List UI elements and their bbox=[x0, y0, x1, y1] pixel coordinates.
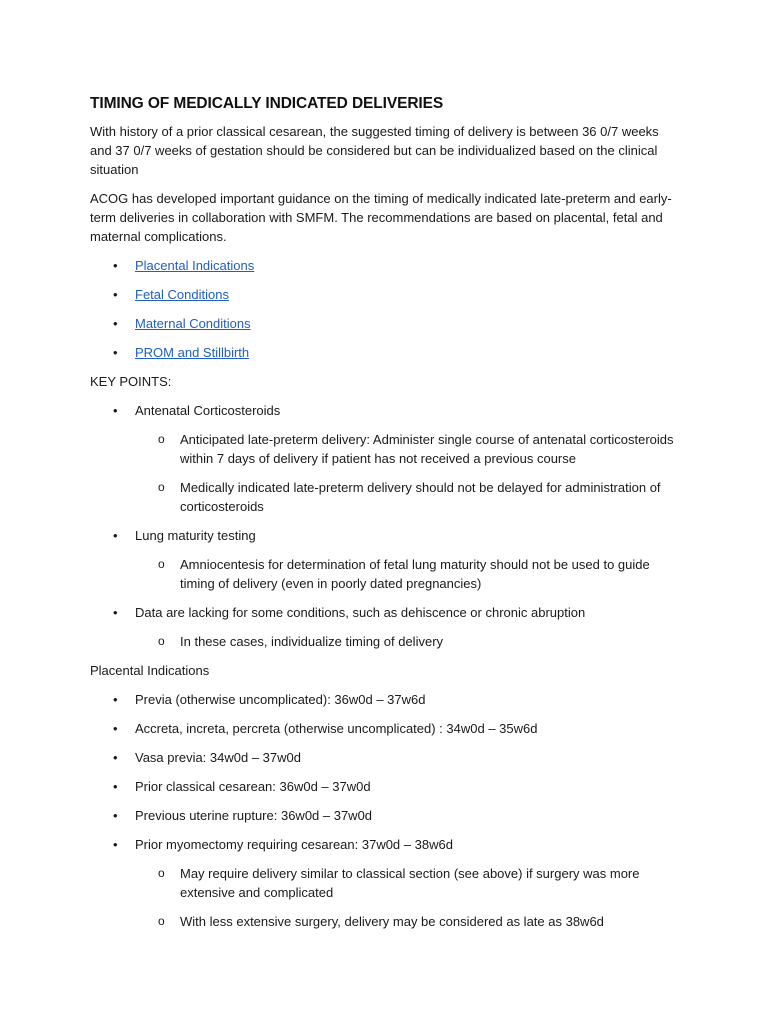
placental-item-text: Prior classical cesarean: 36w0d – 37w0d bbox=[135, 779, 371, 794]
bullet-icon: • bbox=[113, 808, 118, 823]
placental-indications-heading: Placental Indications bbox=[90, 663, 210, 678]
sub-point-text: May require delivery similar to classical section (see above) if surgery was more extensive and complicated bbox=[180, 866, 640, 900]
list-item bbox=[90, 526, 678, 593]
placental-item-text: Prior myomectomy requiring cesarean: 37w0d – 38w6d bbox=[135, 837, 453, 852]
intro-paragraph-2: ACOG has developed important guidance on the timing of medically indicated late-preterm and early-term deliveries in collaboration with SMFM. The recommendations are based on placental, fetal and maternal complications. bbox=[90, 191, 672, 244]
bullet-icon: • bbox=[113, 692, 118, 707]
list-item bbox=[90, 690, 678, 709]
sub-list-item bbox=[135, 632, 680, 651]
link-prom-stillbirth[interactable]: PROM and Stillbirth bbox=[135, 345, 250, 360]
key-points-list bbox=[90, 401, 678, 651]
sub-list-item bbox=[135, 555, 680, 593]
sub-list-item bbox=[135, 912, 680, 931]
intro-paragraph-1: With history of a prior classical cesarean, the suggested timing of delivery is between 36 0/7 weeks and 37 0/7 weeks of gestation should be considered but can be individualized based on the clinical situation bbox=[90, 124, 659, 177]
bullet-icon: • bbox=[113, 403, 118, 418]
bullet-icon: • bbox=[113, 345, 118, 360]
sub-bullet-icon: o bbox=[158, 557, 165, 571]
page-title: TIMING OF MEDICALLY INDICATED DELIVERIES bbox=[90, 95, 444, 112]
placental-item-text: Previa (otherwise uncomplicated): 36w0d – 37w6d bbox=[135, 692, 426, 707]
placental-indications-list bbox=[90, 690, 678, 931]
sub-list-item bbox=[135, 864, 680, 902]
bullet-icon: • bbox=[113, 837, 118, 852]
sub-bullet-icon: o bbox=[158, 634, 165, 648]
list-item bbox=[90, 835, 678, 931]
list-item bbox=[90, 806, 678, 825]
link-fetal-conditions[interactable]: Fetal Conditions bbox=[135, 287, 229, 302]
bullet-icon: • bbox=[113, 721, 118, 736]
sub-bullet-icon: o bbox=[158, 914, 165, 928]
list-item bbox=[90, 285, 678, 304]
sub-list bbox=[135, 430, 678, 516]
list-item bbox=[90, 314, 678, 333]
placental-item-text: Previous uterine rupture: 36w0d – 37w0d bbox=[135, 808, 373, 823]
key-points-heading: KEY POINTS: bbox=[90, 374, 172, 389]
link-placental-indications[interactable]: Placental Indications bbox=[135, 258, 255, 273]
placental-item-text: Vasa previa: 34w0d – 37w0d bbox=[135, 750, 301, 765]
list-item bbox=[90, 343, 678, 362]
sub-point-text: With less extensive surgery, delivery may be considered as late as 38w6d bbox=[180, 914, 604, 929]
sub-list bbox=[135, 555, 678, 593]
sub-list bbox=[135, 864, 678, 931]
list-item bbox=[90, 748, 678, 767]
link-maternal-conditions[interactable]: Maternal Conditions bbox=[135, 316, 251, 331]
list-item bbox=[90, 719, 678, 738]
list-item bbox=[90, 603, 678, 651]
sub-list bbox=[135, 632, 678, 651]
bullet-icon: • bbox=[113, 605, 118, 620]
bullet-icon: • bbox=[113, 287, 118, 302]
sub-point-text: In these cases, individualize timing of delivery bbox=[180, 634, 444, 649]
bullet-icon: • bbox=[113, 528, 118, 543]
list-item bbox=[90, 777, 678, 796]
key-point-text: Data are lacking for some conditions, such as dehiscence or chronic abruption bbox=[135, 605, 586, 620]
sub-bullet-icon: o bbox=[158, 866, 165, 880]
sub-list-item bbox=[135, 478, 680, 516]
section-links-list bbox=[90, 256, 678, 362]
key-point-text: Lung maturity testing bbox=[135, 528, 256, 543]
bullet-icon: • bbox=[113, 316, 118, 331]
sub-point-text: Medically indicated late-preterm delivery should not be delayed for administration of corticosteroids bbox=[180, 480, 661, 514]
list-item bbox=[90, 256, 678, 275]
bullet-icon: • bbox=[113, 258, 118, 273]
sub-list-item bbox=[135, 430, 680, 468]
sub-bullet-icon: o bbox=[158, 480, 165, 494]
placental-item-text: Accreta, increta, percreta (otherwise uncomplicated) : 34w0d – 35w6d bbox=[135, 721, 538, 736]
bullet-icon: • bbox=[113, 750, 118, 765]
list-item bbox=[90, 401, 678, 516]
sub-point-text: Amniocentesis for determination of fetal lung maturity should not be used to guide timing of delivery (even in poorly dated pregnancies) bbox=[180, 557, 650, 591]
sub-point-text: Anticipated late-preterm delivery: Administer single course of antenatal corticosteroids within 7 days of delivery if patient has not received a previous course bbox=[180, 432, 674, 466]
sub-bullet-icon: o bbox=[158, 432, 165, 446]
bullet-icon: • bbox=[113, 779, 118, 794]
key-point-text: Antenatal Corticosteroids bbox=[135, 403, 281, 418]
